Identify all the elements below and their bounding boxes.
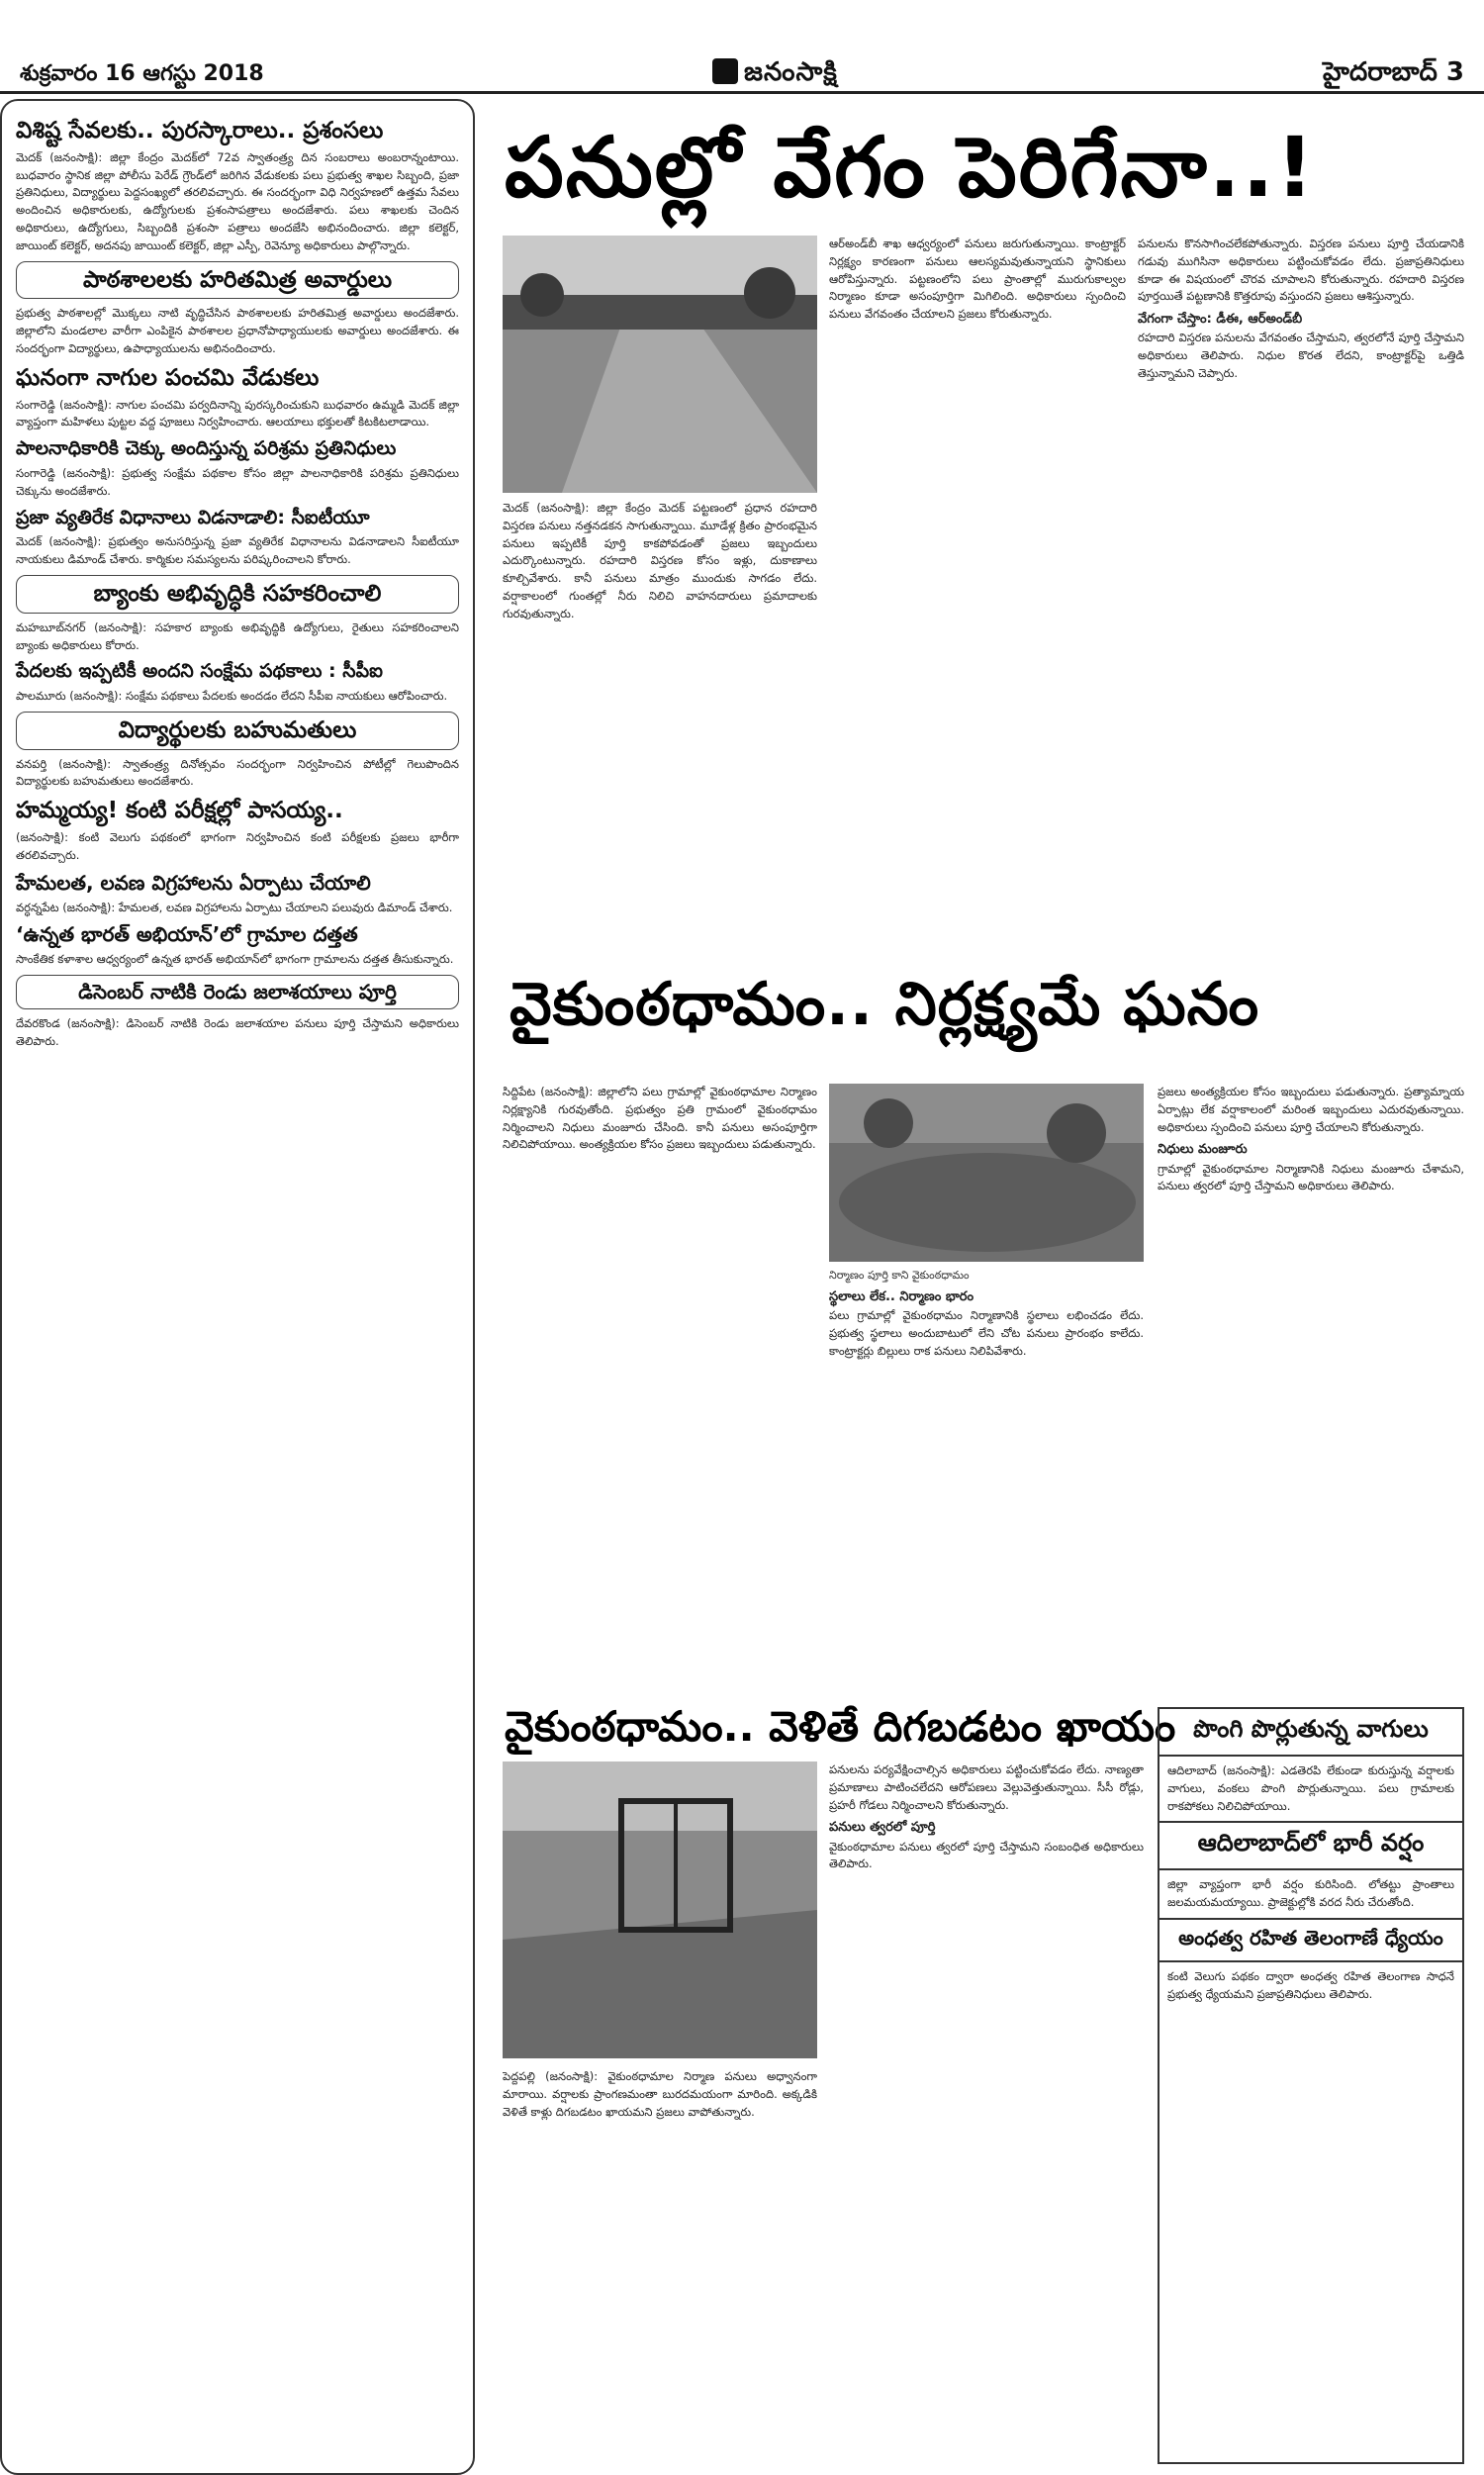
story2-col3b-text: గ్రామాల్లో వైకుంఠధామాల నిర్మాణానికి నిధులు మంజూరు చేశామని, పనులు త్వరలో పూర్తి చేస్తామని అధికారులు తెలిపారు. (1158, 1161, 1464, 1193)
sidebar-news-box (1158, 1707, 1464, 2464)
article-title: విశిష్ట సేవలకు.. పురస్కారాలు.. ప్రశంసలు (16, 118, 384, 143)
left-news-column (0, 99, 475, 2475)
logo-text: జనంసాక్షి (744, 57, 838, 87)
article-title: ఘనంగా నాగుల పంచమి వేడుకలు (16, 364, 320, 391)
story3-headline: వైకుంఠధామం.. వెళితే దిగబడటం ఖాయం (505, 1702, 1176, 1751)
story2-col2-text: పలు గ్రామాల్లో వైకుంఠధామం నిర్మాణానికి స్థలాలు లభించడం లేదు. ప్రభుత్వ స్థలాలు అందుబాటులో లేని చోట పనులు ప్రారంభం కాలేదు. కాంట్రాక్టర్లు బిల్లులు రాక పనులు నిలిపివేశారు. (829, 1308, 1144, 1358)
story2-col3 (1158, 1084, 1464, 1677)
muddy-cremation-ground-photo (503, 1761, 817, 2058)
article-body: మహబూబ్‌నగర్ (జనంసాక్షి): సహకార బ్యాంకు అభివృద్ధికి ఉద్యోగులు, రైతులు సహకరించాలని బ్యాంకు అధికారులు కోరారు. (16, 619, 459, 652)
article-body: (జనంసాక్షి): కంటి వెలుగు పథకంలో భాగంగా నిర్వహించిన కంటి పరీక్షలకు ప్రజలు భారీగా తరలివచ్చారు. (16, 830, 459, 862)
article-body: వనపర్తి (జనంసాక్షి): స్వాతంత్ర్య దినోత్సవం సందర్భంగా నిర్వహించిన పోటీల్లో గెలుపొందిన విద్యార్థులకు బహుమతులు అందజేశారు. (16, 756, 459, 789)
sidebar-title: అంధత్వ రహిత తెలంగాణే ధ్యేయం (1159, 1918, 1462, 1962)
story2-col1: సిద్దిపేట (జనంసాక్షి): జిల్లాలోని పలు గ్రామాల్లో వైకుంఠధామాల నిర్మాణం నిర్లక్ష్యానికి గురవుతోంది. ప్రభుత్వం ప్రతి గ్రామంలో వైకుంఠధామం నిర్మించాలని నిధులు మంజూరు చేసింది. కానీ పనులు అసంపూర్తిగా నిలిచిపోయాయి. అంత్యక్రియల కోసం ప్రజలు ఇబ్బందులు పడుతున్నారు. (503, 1085, 817, 1152)
article-title: ప్రజా వ్యతిరేక విధానాలు విడనాడాలి: సీఐటీయూ (16, 506, 370, 528)
article-body: ప్రభుత్వ పాఠశాలల్లో మొక్కలు నాటి వృద్ధిచేసిన పాఠశాలలకు హరితమిత్ర అవార్డులు అందజేశారు. జిల్లాలోని మండలాల వారీగా ఎంపికైన పాఠశాలల ప్రధానోపాధ్యాయులకు అవార్డులు అందజేశారు. ఈ సందర్భంగా విద్యార్థులు, ఉపాధ్యాయులను అభినందించారు. (16, 306, 459, 355)
sidebar-title: ఆదిలాబాద్‌లో భారీ వర్షం (1159, 1821, 1462, 1870)
article-body: సంగారెడ్డి (జనంసాక్షి): నాగుల పంచమి పర్వదినాన్ని పురస్కరించుకుని బుధవారం ఉమ్మడి మెదక్ జిల్లా వ్యాప్తంగా మహిళలు పుట్టల వద్ద పూజలు నిర్వహించారు. ఆలయాలు భక్తులతో కిటకిటలాడాయి. (16, 397, 459, 429)
story2-col2 (829, 1267, 1144, 1682)
cremation-ground-photo (829, 1084, 1144, 1262)
article-title: బ్యాంకు అభివృద్ధికి సహకరించాలి (16, 575, 459, 614)
main-story-subhead: వేగంగా చేస్తాం: డీఈ, ఆర్‌అండ్‌బీ (1138, 312, 1303, 328)
article-body: మెదక్ (జనంసాక్షి): జిల్లా కేంద్రం మెదక్‌లో 72వ స్వాతంత్ర్య దిన సంబరాలు అంబరాన్నంటాయి. బుధవారం స్థానిక జిల్లా పోలీసు పెరేడ్ గ్రౌండ్‌లో జరిగిన వేడుకలకు పలు ప్రభుత్వ శాఖల సిబ్బంది, ప్రజా ప్రతినిధులు, విద్యార్థులు పెద్దసంఖ్యలో తరలివచ్చారు. ఈ సందర్భంగా విధి నిర్వహణలో ఉత్తమ సేవలు అందించిన అధికారులకు, ఉద్యోగులకు ప్రశంసాపత్రాలు అందజేశారు. పలు శాఖలకు చెందిన అధికారులు, ఉద్యోగులు, సిబ్బందికి ప్రశంసా పత్రాలు అందజేసి అభినందించారు. జిల్లా కలెక్టర్, జాయింట్ కలెక్టర్, అదనపు జాయింట్ కలెక్టర్, జిల్లా ఎస్పీ, రెవెన్యూ అధికారులు పాల్గొన్నారు. (16, 149, 459, 252)
article-body: వర్ధన్నపేట (జనంసాక్షి): హేమలత, లవణ విగ్రహాలను ఏర్పాటు చేయాలని పలువురు డిమాండ్ చేశారు. (16, 900, 453, 914)
story3-col2-text: పనులను పర్యవేక్షించాల్సిన అధికారులు పట్టించుకోవడం లేదు. నాణ్యతా ప్రమాణాలు పాటించలేదని ఆరోపణలు వెల్లువెత్తుతున్నాయి. సీసీ రోడ్లు, ప్రహరీ గోడలు నిర్మించాలని కోరుతున్నారు. (829, 1762, 1144, 1812)
article-title: హమ్మయ్య! కంటి పరీక్షల్లో పాసయ్య.. (16, 798, 343, 824)
page-city-number: హైదరాబాద్ 3 (1323, 57, 1464, 87)
main-story-col1: మెదక్ (జనంసాక్షి): జిల్లా కేంద్రం మెదక్ పట్టణంలో ప్రధాన రహదారి విస్తరణ పనులు నత్తనడకన సాగుతున్నాయి. మూడేళ్ల క్రితం ప్రారంభమైన పనులు ఇప్పటికీ పూర్తి కాకపోవడంతో ప్రజలు ఇబ్బందులు ఎదుర్కొంటున్నారు. రహదారి విస్తరణ కోసం ఇళ్లు, దుకాణాలు కూల్చివేశారు. కానీ పనులు మాత్రం ముందుకు సాగడం లేదు. వర్షాకాలంలో గుంతల్లో నీరు నిలిచి వాహనదారులు ప్రమాదాలకు గురవుతున్నారు. (503, 501, 817, 620)
story3-subhead: పనులు త్వరలో పూర్తి (829, 1820, 936, 1836)
newspaper-logo-icon (712, 58, 738, 84)
article-body: పాలమూరు (జనంసాక్షి): సంక్షేమ పథకాలు పేదలకు అందడం లేదని సీపీఐ నాయకులు ఆరోపించారు. (16, 689, 448, 704)
masthead-logo (712, 57, 838, 93)
main-story-col2: ఆర్‌అండ్‌బీ శాఖ ఆధ్వర్యంలో పనులు జరుగుతున్నాయి. కాంట్రాక్టర్ నిర్లక్ష్యం కారణంగా పనులు ఆలస్యమవుతున్నాయని స్థానికులు ఆరోపిస్తున్నారు. పట్టణంలోని పలు ప్రాంతాల్లో మురుగుకాల్వల నిర్మాణం కూడా అసంపూర్తిగా మిగిలింది. అధికారులు స్పందించి పనులు వేగవంతం చేయాలని ప్రజలు కోరుతున్నారు. (829, 237, 1126, 322)
main-story-col3 (1138, 236, 1464, 948)
story2-subhead: స్థలాలు లేక.. నిర్మాణం భారం (829, 1289, 974, 1305)
main-headline: పనుల్లో వేగం పెరిగేనా..! (505, 119, 1316, 216)
sidebar-body: జిల్లా వ్యాప్తంగా భారీ వర్షం కురిసింది. లోతట్టు ప్రాంతాలు జలమయమయ్యాయి. ప్రాజెక్టుల్లోకి వరద నీరు చేరుతోంది. (1167, 1877, 1454, 1910)
article-title: విద్యార్థులకు బహుమతులు (16, 712, 459, 750)
article-title: పాలనాధికారికి చెక్కు అందిస్తున్న పరిశ్రమ ప్రతినిధులు (16, 437, 397, 460)
story2-headline: వైకుంఠధామం.. నిర్లక్ష్యమే ఘనం (510, 970, 1260, 1039)
issue-date: శుక్రవారం 16 ఆగస్టు 2018 (20, 61, 264, 86)
article-body: సాంకేతిక కళాశాల ఆధ్వర్యంలో ఉన్నత భారత్ అభియాన్‌లో భాగంగా గ్రామాలను దత్తత తీసుకున్నారు. (16, 952, 454, 967)
photo-caption: నిర్మాణం పూర్తి కాని వైకుంఠధామం (829, 1269, 970, 1282)
article-title: పాఠశాలలకు హరితమిత్ర అవార్డులు (16, 261, 459, 300)
article-body: దేవరకొండ (జనంసాక్షి): డిసెంబర్ నాటికి రెండు జలాశయాల పనులు పూర్తి చేస్తామని అధికారులు తెలిపారు. (16, 1016, 459, 1049)
article-title: డిసెంబర్ నాటికి రెండు జలాశయాలు పూర్తి (16, 975, 459, 1009)
article-title: హేమలత, లవణ విగ్రహాలను ఏర్పాటు చేయాలి (16, 870, 371, 895)
sidebar-body: కంటి వెలుగు పథకం ద్వారా అంధత్వ రహిత తెలంగాణ సాధనే ప్రభుత్వ ధ్యేయమని ప్రజాప్రతినిధులు తెలిపారు. (1167, 1969, 1454, 2001)
story3-col1: పెద్దపల్లి (జనంసాక్షి): వైకుంఠధామాల నిర్మాణ పనులు అధ్వానంగా మారాయి. వర్షాలకు ప్రాంగణమంతా బురదమయంగా మారింది. అక్కడికి వెళితే కాళ్లు దిగబడటం ఖాయమని ప్రజలు వాపోతున్నారు. (503, 2069, 817, 2119)
page-header (0, 0, 1484, 94)
story2-col3-text: ప్రజలు అంత్యక్రియల కోసం ఇబ్బందులు పడుతున్నారు. ప్రత్యామ్నాయ ఏర్పాట్లు లేక వర్షాకాలంలో మరింత ఇబ్బందులు ఎదురవుతున్నాయి. అధికారులు స్పందించి పనులు పూర్తి చేయాలని కోరుతున్నారు. (1158, 1085, 1464, 1134)
article-body: మెదక్ (జనంసాక్షి): ప్రభుత్వం అనుసరిస్తున్న ప్రజా వ్యతిరేక విధానాలను విడనాడాలని సీఐటీయూ నాయకులు డిమాండ్ చేశారు. కార్మికుల సమస్యలను పరిష్కరించాలని కోరారు. (16, 534, 459, 567)
article-title: పేదలకు ఇప్పటికీ అందని సంక్షేమ పథకాలు : సీపీఐ (16, 660, 383, 683)
sidebar-title: పొంగి పొర్లుతున్న వాగులు (1159, 1709, 1462, 1757)
story2-col3-subhead: నిధులు మంజూరు (1158, 1142, 1248, 1158)
main-story-col3-text: పనులను కొనసాగించలేకపోతున్నారు. విస్తరణ పనులు పూర్తి చేయడానికి గడువు ముగిసినా అధికారులు పట్టించుకోవడం లేదు. ప్రజాప్రతినిధులు కూడా ఈ విషయంలో చొరవ చూపాలని కోరుతున్నారు. రహదారి విస్తరణ పూర్తయితే పట్టణానికి కొత్తరూపు వస్తుందని ప్రజలు ఆశిస్తున్నారు. (1138, 237, 1464, 304)
article-body: సంగారెడ్డి (జనంసాక్షి): ప్రభుత్వ సంక్షేమ పథకాల కోసం జిల్లా పాలనాధికారికి పరిశ్రమ ప్రతినిధులు చెక్కును అందజేశారు. (16, 465, 459, 498)
sidebar-body: ఆదిలాబాద్ (జనంసాక్షి): ఎడతెరపి లేకుండా కురుస్తున్న వర్షాలకు వాగులు, వంకలు పొంగి పొర్లుతున్నాయి. పలు గ్రామాలకు రాకపోకలు నిలిచిపోయాయి. (1167, 1763, 1454, 1813)
main-story-col3b-text: రహదారి విస్తరణ పనులను వేగవంతం చేస్తామని, త్వరలోనే పూర్తి చేస్తామని అధికారులు తెలిపారు. నిధుల కొరత లేదని, కాంట్రాక్టర్‌పై ఒత్తిడి తెస్తున్నామని చెప్పారు. (1138, 331, 1464, 381)
story3-col2b-text: వైకుంఠధామాల పనులు త్వరలో పూర్తి చేస్తామని సంబంధిత అధికారులు తెలిపారు. (829, 1839, 1144, 1871)
road-work-photo (503, 236, 817, 493)
story3-col2 (829, 1761, 1144, 2464)
article-title: ‘ఉన్నత భారత్ అభియాన్’లో గ్రామాల దత్తత (16, 922, 358, 947)
